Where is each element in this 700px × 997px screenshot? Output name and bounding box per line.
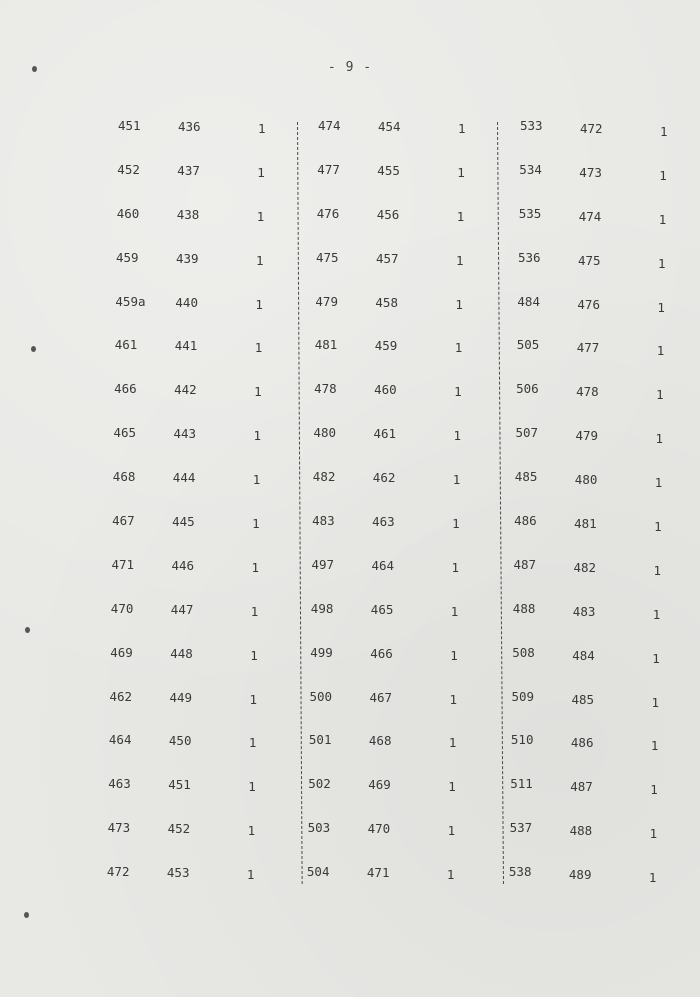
- table-row: [315, 337, 505, 381]
- table-row: [310, 645, 500, 689]
- source-number: 504: [306, 864, 330, 880]
- table-row: [118, 118, 308, 162]
- count-value: 1: [256, 252, 264, 268]
- count-value: 1: [659, 167, 667, 183]
- source-number: 506: [516, 381, 539, 397]
- count-value: 1: [660, 124, 668, 139]
- count-value: 1: [454, 340, 463, 356]
- target-number: 448: [170, 645, 193, 661]
- table-row: [111, 601, 301, 645]
- source-number: 505: [516, 337, 540, 353]
- target-number: 466: [370, 645, 393, 661]
- target-number: 475: [578, 252, 601, 268]
- target-number: 473: [579, 164, 602, 180]
- source-number: 482: [312, 469, 336, 485]
- count-value: 1: [653, 562, 662, 578]
- source-number: 497: [311, 556, 335, 572]
- source-number: 498: [310, 600, 334, 616]
- count-value: 1: [658, 255, 666, 271]
- table-row: [317, 206, 507, 250]
- source-number: 465: [113, 425, 137, 441]
- table-row: [516, 381, 700, 425]
- table-row: [316, 250, 506, 294]
- count-value: 1: [248, 735, 257, 751]
- source-number: 461: [114, 337, 138, 353]
- target-number: 489: [568, 867, 592, 883]
- table-row: [308, 820, 498, 864]
- table-row: [519, 206, 700, 250]
- source-number: 538: [508, 864, 532, 880]
- source-number: 464: [108, 732, 132, 748]
- target-number: 486: [570, 735, 594, 751]
- count-value: 1: [656, 343, 665, 359]
- count-value: 1: [648, 870, 657, 886]
- target-number: 469: [368, 777, 391, 793]
- table-row: [310, 689, 500, 733]
- source-number: 499: [310, 644, 333, 660]
- source-number: 503: [307, 820, 331, 836]
- count-value: 1: [650, 782, 658, 798]
- table-row: [520, 118, 700, 162]
- source-number: 477: [317, 161, 340, 177]
- table-row: [317, 162, 507, 206]
- count-value: 1: [247, 823, 256, 839]
- source-number: 537: [509, 820, 533, 836]
- source-number: 533: [520, 118, 543, 133]
- source-number: 463: [108, 776, 131, 792]
- source-number: 470: [110, 600, 134, 616]
- table-row: [115, 294, 305, 338]
- target-number: 458: [375, 294, 398, 310]
- count-value: 1: [246, 867, 255, 883]
- table-row: [112, 557, 302, 601]
- source-number: 476: [316, 205, 340, 221]
- count-value: 1: [456, 252, 464, 268]
- source-number: 485: [514, 469, 538, 485]
- table-row: [313, 469, 503, 513]
- count-value: 1: [457, 164, 465, 180]
- table-row: [110, 689, 300, 733]
- count-value: 1: [251, 559, 260, 575]
- source-number: 534: [519, 161, 542, 177]
- target-number: 465: [370, 601, 394, 617]
- target-number: 484: [572, 647, 595, 663]
- target-number: 483: [572, 603, 596, 619]
- table-row: [514, 557, 700, 601]
- table-column-2: [306, 118, 508, 908]
- source-number: 451: [118, 118, 141, 133]
- source-number: 473: [107, 820, 131, 836]
- target-number: 436: [178, 119, 201, 134]
- count-value: 1: [252, 472, 261, 488]
- source-number: 502: [308, 776, 331, 792]
- table-row: [314, 381, 504, 425]
- table-row: [309, 732, 499, 776]
- table-row: [512, 689, 700, 733]
- table-row: [308, 776, 498, 820]
- target-number: 472: [580, 121, 603, 136]
- source-number: 469: [110, 644, 133, 660]
- table-row: [107, 864, 297, 908]
- count-value: 1: [454, 384, 462, 400]
- target-number: 463: [372, 514, 395, 530]
- table-row: [318, 118, 508, 162]
- table-row: [109, 732, 299, 776]
- count-value: 1: [649, 826, 658, 842]
- table-row: [518, 250, 700, 294]
- target-number: 459: [374, 338, 398, 354]
- count-value: 1: [652, 650, 660, 666]
- count-value: 1: [253, 428, 262, 444]
- target-number: 438: [176, 206, 200, 222]
- source-number: 475: [316, 249, 339, 265]
- table-row: [117, 206, 307, 250]
- count-value: 1: [453, 428, 462, 444]
- count-value: 1: [257, 164, 265, 180]
- count-value: 1: [258, 121, 266, 136]
- target-number: 439: [176, 250, 199, 266]
- source-number: 452: [117, 161, 140, 177]
- table-row: [512, 645, 700, 689]
- table-row: [315, 294, 505, 338]
- source-number: 468: [112, 469, 136, 485]
- target-number: 467: [369, 689, 393, 705]
- table-row: [110, 645, 300, 689]
- target-number: 477: [576, 340, 600, 356]
- target-number: 488: [569, 823, 593, 839]
- source-number: 501: [308, 732, 332, 748]
- source-number: 459: [116, 249, 139, 265]
- count-value: 1: [651, 694, 660, 710]
- source-number: 509: [511, 688, 535, 704]
- source-number: 484: [517, 293, 540, 309]
- table-row: [116, 250, 306, 294]
- table-row: [511, 732, 700, 776]
- target-number: 478: [576, 384, 599, 400]
- count-value: 1: [249, 691, 258, 707]
- count-value: 1: [252, 516, 260, 532]
- table-row: [312, 557, 502, 601]
- table-row: [515, 469, 700, 513]
- target-number: 444: [172, 470, 196, 486]
- table-row: [516, 425, 700, 469]
- table-row: [510, 820, 700, 864]
- target-number: 479: [575, 428, 599, 444]
- target-number: 451: [168, 777, 191, 793]
- source-number: 459a: [115, 293, 146, 309]
- count-value: 1: [254, 384, 262, 400]
- count-value: 1: [250, 603, 259, 619]
- count-value: 1: [250, 647, 258, 663]
- count-value: 1: [658, 211, 667, 227]
- source-number: 460: [116, 205, 140, 221]
- table-column-1: [106, 118, 308, 908]
- target-number: 455: [377, 162, 400, 178]
- table-row: [108, 820, 298, 864]
- count-value: 1: [458, 121, 466, 136]
- source-number: 471: [111, 556, 135, 572]
- table-row: [311, 601, 501, 645]
- target-number: 445: [172, 514, 195, 530]
- target-number: 482: [573, 559, 597, 575]
- target-number: 480: [574, 472, 598, 488]
- source-number: 467: [112, 513, 135, 529]
- count-value: 1: [446, 867, 455, 883]
- count-value: 1: [447, 823, 456, 839]
- table-row: [113, 469, 303, 513]
- source-number: 466: [114, 381, 137, 397]
- table-row: [314, 425, 504, 469]
- source-number: 510: [510, 732, 534, 748]
- target-number: 460: [374, 382, 397, 398]
- table-row: [519, 162, 700, 206]
- table-row: [114, 381, 304, 425]
- count-value: 1: [450, 603, 459, 619]
- table-row: [312, 513, 502, 557]
- target-number: 481: [574, 516, 597, 532]
- source-number: 500: [309, 688, 333, 704]
- table-row: [307, 864, 497, 908]
- count-value: 1: [452, 472, 461, 488]
- source-number: 535: [518, 205, 542, 221]
- target-number: 468: [368, 733, 392, 749]
- target-number: 440: [175, 294, 198, 310]
- table-row: [517, 294, 700, 338]
- count-value: 1: [448, 779, 456, 795]
- target-number: 470: [367, 821, 391, 837]
- target-number: 456: [376, 206, 400, 222]
- count-value: 1: [650, 738, 659, 754]
- table-column-3: [508, 118, 700, 908]
- source-number: 487: [513, 556, 537, 572]
- source-number: 486: [514, 513, 537, 529]
- table-row: [513, 601, 700, 645]
- count-value: 1: [255, 296, 263, 312]
- source-number: 507: [515, 425, 539, 441]
- punch-hole-mark: [24, 912, 29, 918]
- target-number: 474: [578, 208, 602, 224]
- punch-hole-mark: [31, 346, 36, 352]
- target-number: 476: [577, 296, 600, 312]
- source-number: 480: [313, 425, 337, 441]
- target-number: 454: [378, 119, 401, 134]
- source-number: 478: [314, 381, 337, 397]
- target-number: 446: [171, 557, 195, 573]
- source-number: 508: [512, 644, 535, 660]
- count-value: 1: [654, 519, 662, 535]
- source-number: 479: [315, 293, 338, 309]
- count-value: 1: [256, 208, 265, 224]
- table-row: [112, 513, 302, 557]
- count-value: 1: [449, 691, 458, 707]
- target-number: 457: [376, 250, 399, 266]
- table-row: [117, 162, 307, 206]
- source-number: 511: [510, 776, 533, 792]
- source-number: 488: [512, 600, 536, 616]
- target-number: 447: [170, 601, 194, 617]
- target-number: 452: [167, 821, 191, 837]
- target-number: 471: [366, 865, 390, 881]
- table-row: [510, 776, 700, 820]
- target-number: 443: [173, 426, 197, 442]
- punch-hole-mark: [25, 627, 30, 633]
- source-number: 462: [109, 688, 133, 704]
- target-number: 449: [169, 689, 193, 705]
- target-number: 485: [571, 691, 595, 707]
- source-number: 472: [106, 864, 130, 880]
- count-value: 1: [657, 299, 665, 315]
- source-number: 536: [518, 249, 541, 265]
- count-value: 1: [655, 431, 664, 447]
- source-number: 481: [314, 337, 338, 353]
- target-number: 437: [177, 162, 200, 178]
- count-value: 1: [254, 340, 263, 356]
- target-number: 450: [168, 733, 192, 749]
- count-value: 1: [455, 296, 463, 312]
- table-row: [115, 337, 305, 381]
- target-number: 461: [373, 426, 397, 442]
- target-number: 442: [174, 382, 197, 398]
- target-number: 462: [372, 470, 396, 486]
- count-value: 1: [448, 735, 457, 751]
- count-value: 1: [450, 647, 458, 663]
- target-number: 464: [371, 557, 395, 573]
- source-number: 483: [312, 513, 335, 529]
- target-number: 441: [174, 338, 198, 354]
- target-number: 453: [166, 865, 190, 881]
- table-row: [114, 425, 304, 469]
- table-row: [108, 776, 298, 820]
- count-value: 1: [652, 606, 661, 622]
- count-value: 1: [654, 475, 663, 491]
- target-number: 487: [570, 779, 593, 795]
- table-row: [517, 337, 700, 381]
- punch-hole-mark: [32, 66, 37, 72]
- count-value: 1: [451, 559, 460, 575]
- count-value: 1: [456, 208, 465, 224]
- count-value: 1: [452, 516, 460, 532]
- count-value: 1: [656, 387, 664, 403]
- source-number: 474: [318, 118, 341, 133]
- count-value: 1: [248, 779, 256, 795]
- table-row: [509, 864, 699, 908]
- page-number: - 9 -: [327, 60, 373, 75]
- table-row: [514, 513, 700, 557]
